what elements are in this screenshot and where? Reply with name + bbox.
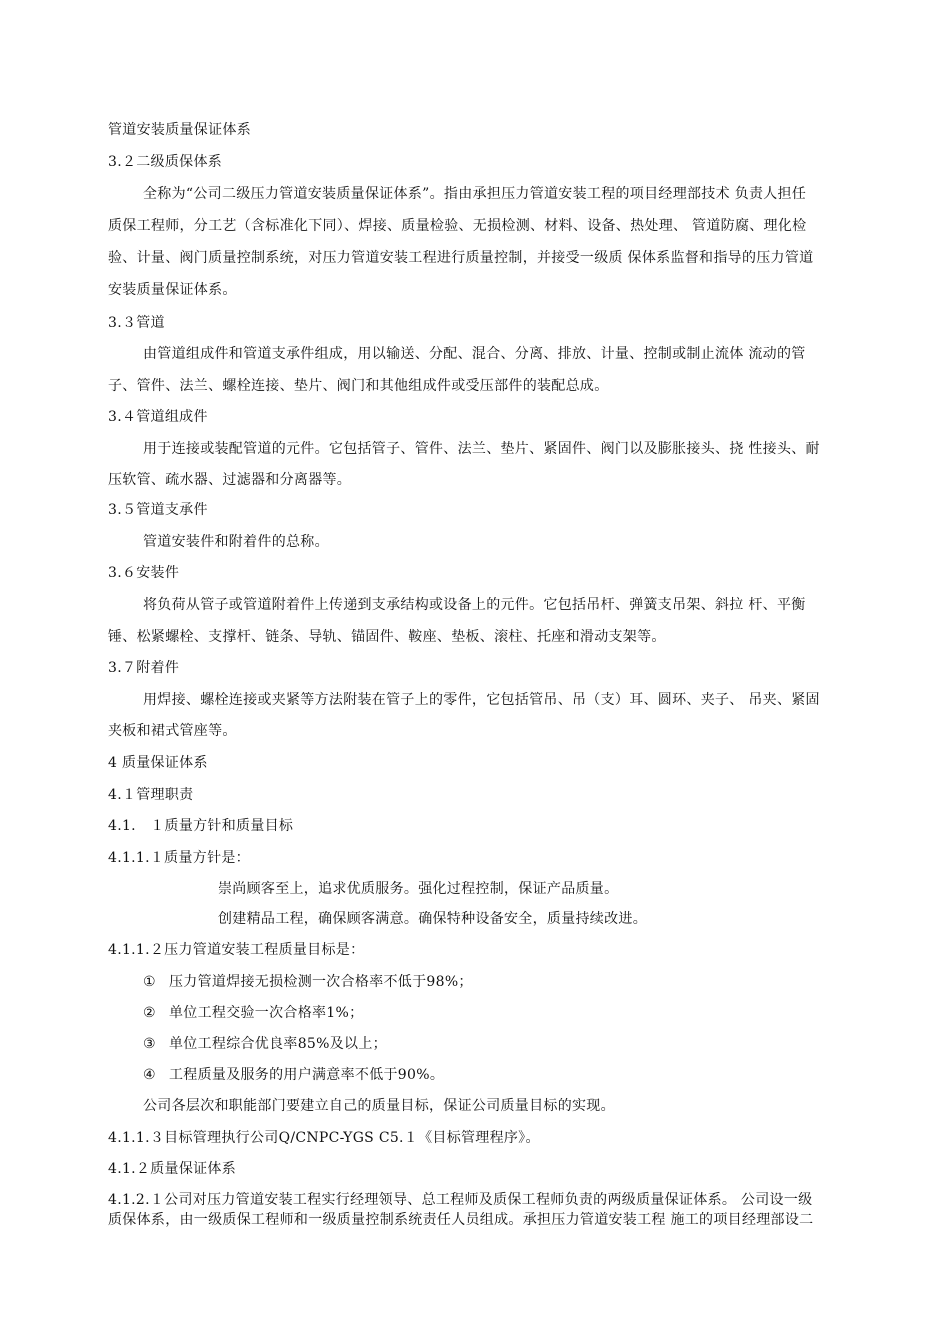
- circled-number: ②: [143, 1005, 156, 1021]
- paragraph-line: 用焊接、螺栓连接或夹紧等方法附装在管子上的零件，它包括管吊、吊（支）耳、圆环、夹子、 吊夹、紧固: [143, 692, 820, 708]
- circled-number: ③: [143, 1036, 156, 1052]
- paragraph-line: 用于连接或装配管道的元件。它包括管子、管件、法兰、垫片、紧固件、阀门以及膨胀接头、挠 性接头、耐: [143, 441, 820, 457]
- heading-3-6: 3.６安装件: [108, 565, 180, 581]
- target-text: 压力管道焊接无损检测一次合格率不低于98%；: [169, 974, 473, 990]
- heading-3-7: 3.７附着件: [108, 660, 180, 676]
- paragraph-line: 验、计量、阀门质量控制系统，对压力管道安装工程进行质量控制，并接受一级质 保体系监督和指导的压力管道: [108, 250, 814, 266]
- heading-4: 4 质量保证体系: [108, 755, 208, 771]
- circled-number: ④: [143, 1067, 156, 1083]
- target-item: [143, 1004, 363, 1022]
- heading-4-1-1: 4.1. １质量方针和质量目标: [108, 818, 294, 834]
- target-text: 单位工程综合优良率85%及以上；: [169, 1036, 387, 1052]
- paragraph-line: 质保体系，由一级质保工程师和一级质量控制系统责任人员组成。承担压力管道安装工程 施工的项目经理部设二: [108, 1212, 814, 1228]
- paragraph-line: 质保工程师，分工艺（含标准化下同）、焊接、质量检验、无损检测、材料、设备、热处理、 管道防腐、理化检: [108, 218, 807, 234]
- paragraph-line: 锤、松紧螺栓、支撑杆、链条、导轨、锚固件、鞍座、垫板、滚柱、托座和滑动支架等。: [108, 629, 666, 645]
- paragraph-line: 4.1.2.１公司对压力管道安装工程实行经理领导、总工程师及质保工程师负责的两级质量保证体系。 公司设一级: [108, 1192, 813, 1208]
- target-item: [143, 973, 473, 991]
- paragraph-line: 将负荷从管子或管道附着件上传递到支承结构或设备上的元件。它包括吊杆、弹簧支吊架、斜拉 杆、平衡: [143, 597, 806, 613]
- target-text: 工程质量及服务的用户满意率不低于90%。: [169, 1067, 445, 1083]
- heading-3-3: 3.３管道: [108, 315, 165, 331]
- target-item: [143, 1066, 444, 1084]
- paragraph-line: 安装质量保证体系。: [108, 282, 237, 298]
- paragraph-line: 由管道组成件和管道支承件组成，用以输送、分配、混合、分离、排放、计量、控制或制止流体 流动的管: [143, 346, 806, 362]
- paragraph-line: 公司各层次和职能部门要建立自己的质量目标，保证公司质量目标的实现。: [143, 1098, 615, 1114]
- heading-3-5: 3.５管道支承件: [108, 502, 208, 518]
- heading-4-1: 4.１管理职责: [108, 787, 194, 803]
- paragraph-line: 全称为“公司二级压力管道安装质量保证体系”。指由承担压力管道安装工程的项目经理部技术 负责人担任: [143, 186, 807, 202]
- paragraph-line: 子、管件、法兰、螺栓连接、垫片、阀门和其他组成件或受压部件的装配总成。: [108, 378, 609, 394]
- circled-number: ①: [143, 974, 156, 990]
- paragraph-line: 夹板和裙式管座等。: [108, 723, 237, 739]
- heading-3-2: 3.２二级质保体系: [108, 154, 223, 170]
- paragraph-line: 压软管、疏水器、过滤器和分离器等。: [108, 472, 352, 488]
- heading-4-1-1-3: 4.1.1.３目标管理执行公司Q/CNPC-YGS C5.１《目标管理程序》。: [108, 1130, 540, 1146]
- heading-3-4: 3.４管道组成件: [108, 409, 208, 425]
- paragraph-line: 管道安装件和附着件的总称。: [143, 534, 329, 550]
- target-item: [143, 1035, 387, 1053]
- quality-policy-line: 创建精品工程，确保顾客满意。确保特种设备安全，质量持续改进。: [218, 911, 647, 927]
- quality-policy-line: 崇尚顾客至上，追求优质服务。强化过程控制，保证产品质量。: [218, 881, 619, 897]
- target-text: 单位工程交验一次合格率1%；: [169, 1005, 364, 1021]
- heading-4-1-1-2: 4.1.1.２压力管道安装工程质量目标是：: [108, 942, 365, 958]
- section-title: 管道安装质量保证体系: [108, 122, 251, 138]
- heading-4-1-1-1: 4.1.1.１质量方针是：: [108, 850, 250, 866]
- heading-4-1-2: 4.1.２质量保证体系: [108, 1161, 237, 1177]
